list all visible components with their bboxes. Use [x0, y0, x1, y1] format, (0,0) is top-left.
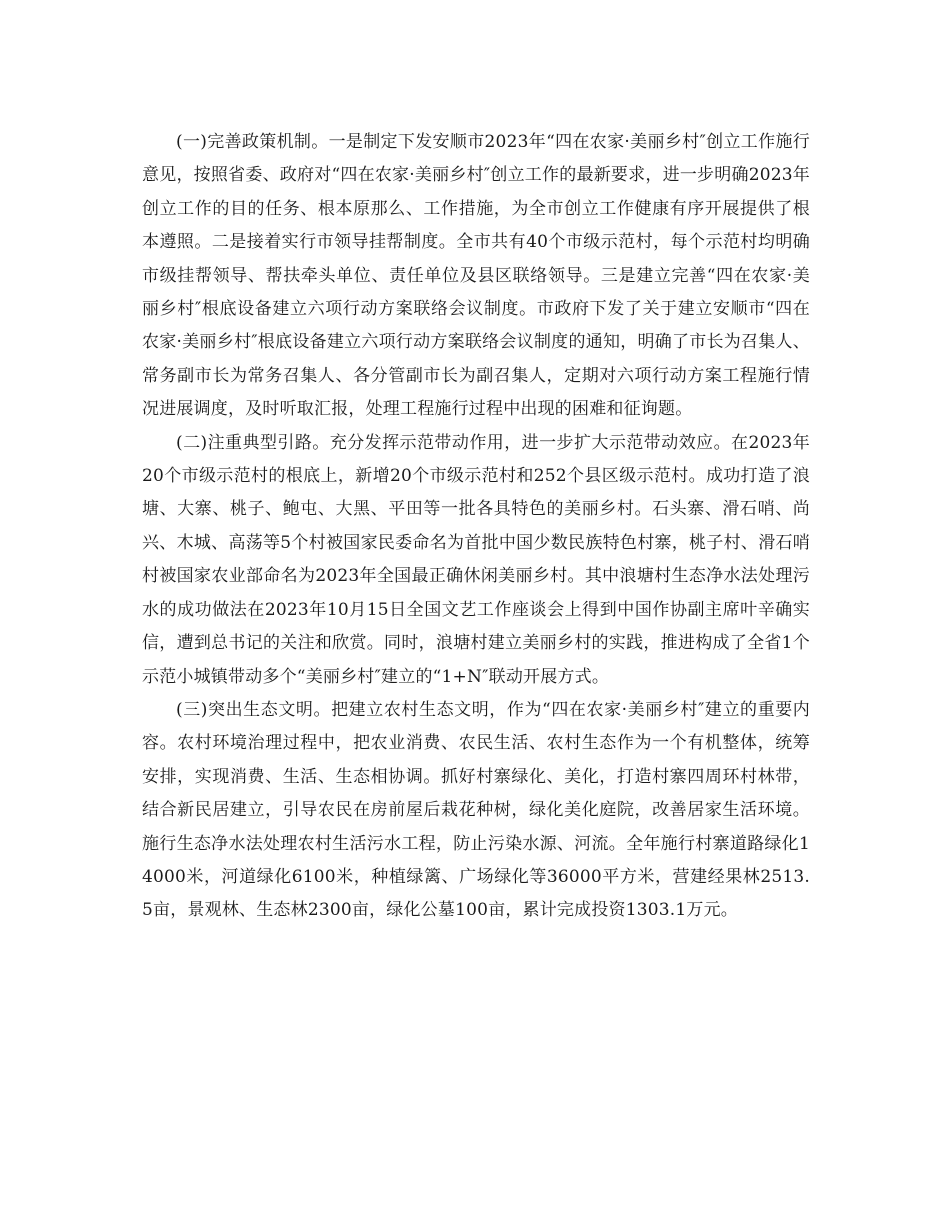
paragraph-policy-mechanism: (一)完善政策机制。一是制定下发安顺市2023年“四在农家·美丽乡村″创立工作施行意见，按照省委、政府对“四在农家·美丽乡村″创立工作的最新要求，进一步明确2023年创立工作的目的任务、根本原那么、工作措施，为全市创立工作健康有序开展提供了根本遵照。二是接着实行市领导挂帮制度。全市共有40个市级示范村，每个示范村均明确市级挂帮领导、帮扶牵头单位、责任单位及县区联络领导。三是建立完善“四在农家·美丽乡村″根底设备建立六项行动方案联络会议制度。市政府下发了关于建立安顺市“四在农家·美丽乡村″根底设备建立六项行动方案联络会议制度的通知，明确了市长为召集人、常务副市长为常务召集人、各分管副市长为副召集人，定期对六项行动方案工程施行情况进展调度，及时听取汇报，处理工程施行过程中出现的困难和征询题。	[142, 132, 810, 420]
document-body	[142, 126, 810, 928]
paragraph-ecological-civilization: (三)突出生态文明。把建立农村生态文明，作为“四在农家·美丽乡村″建立的重要内容。农村环境治理过程中，把农业消费、农民生活、农村生态作为一个有机整体，统筹安排，实现消费、生活、生态相协调。抓好村寨绿化、美化，打造村寨四周环村林带，结合新民居建立，引导农民在房前屋后栽花种树，绿化美化庭院，改善居家生活环境。施行生态净水法处理农村生活污水工程，防止污染水源、河流。全年施行村寨道路绿化14000米，河道绿化6100米，种植绿篱、广场绿化等36000平方米，营建经果林2513.5亩，景观林、生态林2300亩，绿化公墓100亩，累计完成投资1303.1万元。	[142, 699, 810, 921]
paragraph-typical-guidance: (二)注重典型引路。充分发挥示范带动作用，进一步扩大示范带动效应。在2023年20个市级示范村的根底上，新增20个市级示范村和252个县区级示范村。成功打造了浪塘、大寨、桃子、鲍屯、大黑、平田等一批各具特色的美丽乡村。石头寨、滑石哨、尚兴、木城、高荡等5个村被国家民委命名为首批中国少数民族特色村寨，桃子村、滑石哨村被国家农业部命名为2023年全国最正确休闲美丽乡村。其中浪塘村生态净水法处理污水的成功做法在2023年10月15日全国文艺工作座谈会上得到中国作协副主席叶辛确实信，遭到总书记的关注和欣赏。同时，浪塘村建立美丽乡村的实践，推进构成了全省1个示范小城镇带动多个“美丽乡村″建立的“1+N″联动开展方式。	[142, 432, 810, 687]
